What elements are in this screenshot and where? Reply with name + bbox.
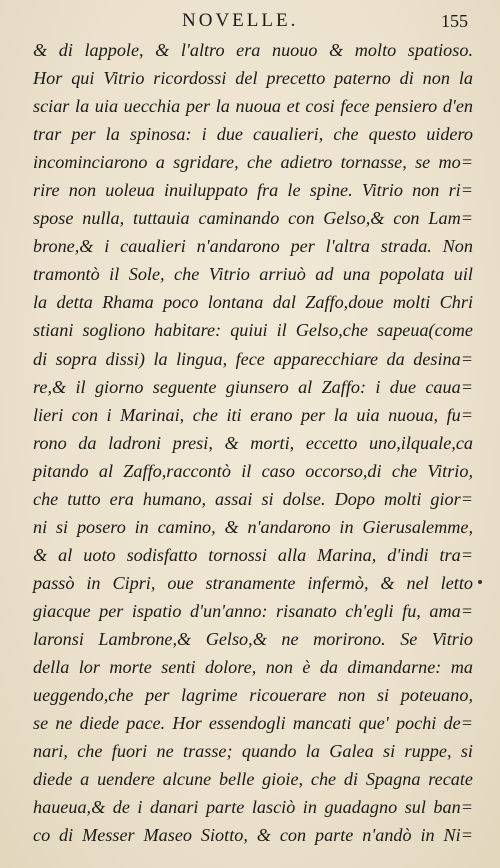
text-line: ni si posero in camino, & n'andarono in Gierusalemme, — [33, 516, 473, 537]
text-line: di sopra dissi) la lingua, fece apparecchiare da desina= — [33, 348, 473, 369]
text-line: Hor qui Vitrio ricordossi del precetto paterno di non la — [33, 68, 473, 89]
text-line: rire non uoleua inuiluppato fra le spine. Vitrio non ri= — [33, 180, 473, 201]
text-line: pitando al Zaffo,raccontò il caso occorso,di che Vitrio, — [33, 460, 473, 481]
text-line: la detta Rhama poco lontana dal Zaffo,doue molti Chri — [33, 292, 473, 313]
text-line: passò in Cipri, oue stranamente infermò, & nel letto — [33, 572, 473, 593]
text-line: trar per la spinosa: i due caualieri, che questo uidero — [33, 124, 473, 145]
text-line: rono da ladroni presi, & morti, eccetto uno,ilquale,ca — [33, 432, 473, 453]
running-title: NOVELLE. — [182, 10, 299, 31]
text-line: ueggendo,che per lagrime ricouerare non si poteuano, — [33, 685, 473, 706]
text-line: re,& il giorno seguente giunsero al Zaffo: i due caua= — [33, 376, 473, 397]
text-line: stiani sogliono habitare: quiui il Gelso,che sapeua(come — [33, 320, 473, 341]
text-line: diede a uendere alcune belle gioie, che di Spagna recate — [33, 769, 473, 790]
text-line: brone,& i caualieri n'andarono per l'altra strada. Non — [33, 236, 473, 257]
text-line: sciar la uia uecchia per la nuoua et cosi fece pensiero d'en — [33, 96, 473, 117]
text-line: haueua,& de i danari parte lasciò in guadagno sul ban= — [33, 797, 473, 818]
text-line: lieri con i Marinai, che iti erano per la uia nuoua, fu= — [33, 404, 473, 425]
text-line: della lor morte senti dolore, non è da dimandarne: ma — [33, 657, 473, 678]
ink-speck — [478, 580, 482, 584]
page-number: 155 — [441, 11, 468, 31]
text-line: incominciarono a sgridare, che adietro tornasse, se mo= — [33, 152, 473, 173]
text-line: nari, che fuori ne trasse; quando la Galea si ruppe, si — [33, 741, 473, 762]
body-text — [33, 36, 473, 849]
text-line: se ne diede pace. Hor essendogli mancati que' pochi de= — [33, 713, 473, 734]
text-line: laronsi Lambrone,& Gelso,& ne morirono. Se Vitrio — [33, 628, 473, 649]
text-line: & al uoto sodisfatto tornossi alla Marina, d'indi tra= — [33, 544, 473, 565]
text-line: tramontò il Sole, che Vitrio arriuò ad una popolata uil — [33, 264, 473, 285]
text-line: giacque per ispatio d'un'anno: risanato ch'egli fu, ama= — [33, 600, 473, 621]
text-line: spose nulla, tuttauia caminando con Gelso,& con Lam= — [33, 208, 473, 229]
page-header — [30, 10, 470, 36]
text-line: co di Messer Maseo Siotto, & con parte n'andò in Ni= — [33, 825, 473, 846]
text-line: & di lappole, & l'altro era nuouo & molto spatioso. — [33, 40, 473, 60]
text-line: che tutto era humano, assai si dolse. Dopo molti gior= — [33, 488, 473, 509]
